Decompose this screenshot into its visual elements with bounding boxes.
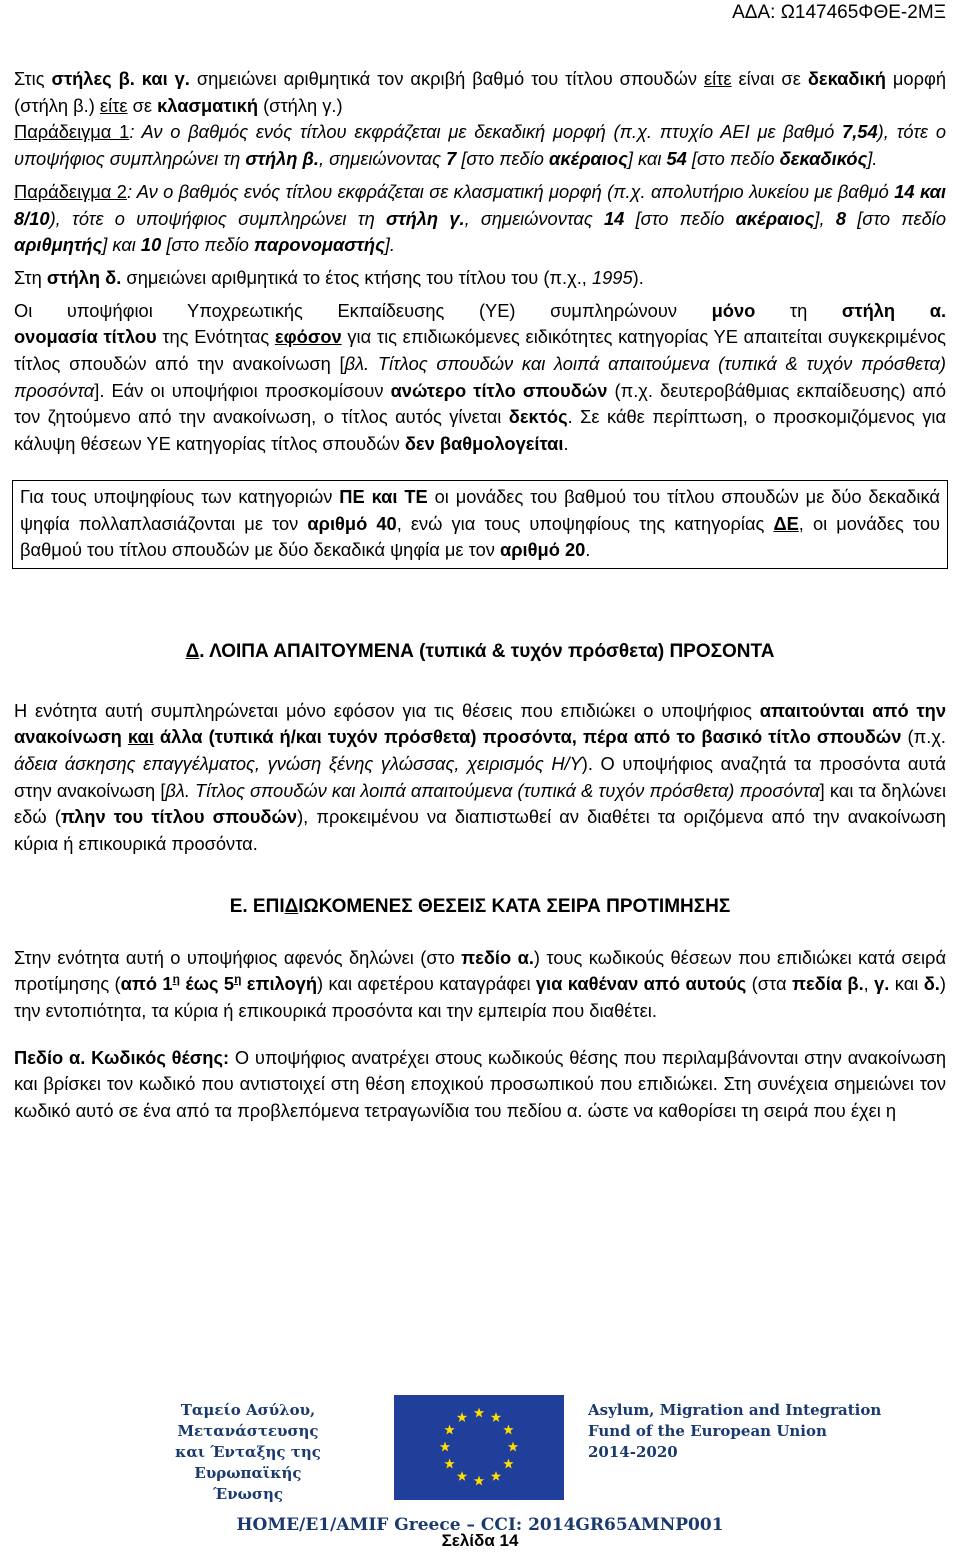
text-run: ) και αφετέρου καταγράφει	[317, 973, 536, 995]
text-run: [στο πεδίο	[161, 234, 255, 256]
text-run: ).	[632, 266, 644, 288]
text-run: σε	[127, 94, 158, 116]
paragraph-field-a	[14, 1045, 946, 1125]
text-run: (στα	[746, 973, 792, 995]
example-2	[14, 179, 946, 259]
paragraph-ye-candidates	[14, 298, 946, 325]
programme-reference: HOME/E1/AMIF Greece – CCI: 2014GR65AMNP001	[236, 1515, 724, 1535]
text-run: 1995	[591, 266, 633, 288]
fund-name-english	[588, 1400, 888, 1463]
text-run: σημειώνει αριθμητικά το έτος κτήσης του τίτλου του (π.χ.,	[121, 266, 592, 288]
text-run: ]. Εάν οι υποψήφιοι προσκομίσουν	[94, 379, 391, 401]
text-run: Δ	[284, 895, 299, 917]
text-run: , σημειώνοντας	[318, 148, 447, 170]
text-run: 7	[446, 148, 457, 170]
fund-en-line: Fund of the European Union	[588, 1422, 827, 1440]
text-run: ΔΕ	[773, 512, 799, 534]
text-run: ακέραιος	[735, 207, 815, 229]
fund-en-line: Asylum, Migration and Integration	[588, 1401, 882, 1419]
text-run: ΠΕ και ΤΕ	[339, 485, 428, 507]
section-heading-e	[14, 894, 946, 921]
text-run: δεκαδικός	[779, 148, 868, 170]
fund-gr-line: Ταμείο Ασύλου, Μετανάστευσης	[177, 1401, 319, 1440]
text-run: απαιτούνται από την ανακοίνωση	[14, 699, 946, 748]
text-run: 10	[140, 234, 162, 256]
text-run: , σημειώνοντας	[464, 207, 604, 229]
text-run: Πεδίο α. Κωδικός θέσης:	[14, 1046, 230, 1068]
text-run: επιλογή	[241, 973, 318, 995]
text-run: 54	[666, 148, 687, 170]
text-run: πλην του τίτλου σπουδών	[60, 806, 298, 828]
text-run: 7,54	[842, 121, 878, 143]
text-run: πεδία β.	[791, 973, 864, 995]
fund-en-line: 2014-2020	[588, 1443, 678, 1461]
text-run: (π.χ. δευτεροβάθμιας εκπαίδευσης) από τον ζητούμενο από την ανακοίνωση, ο τίτλος αυτός γίνεται	[14, 379, 946, 428]
text-run: γ.	[874, 973, 890, 995]
text-run: ],	[814, 207, 836, 229]
text-run: Παράδειγμα 2	[14, 180, 127, 202]
text-run: για καθέναν από αυτούς	[535, 973, 747, 995]
text-run: έως 5	[179, 973, 235, 995]
text-run: μορφή (στήλη β.)	[14, 68, 947, 116]
ada-code: ΑΔΑ: Ω147465ΦΘΕ-2ΜΞ	[732, 2, 946, 23]
text-run: και	[127, 726, 154, 748]
text-run: της Ενότητας	[156, 326, 275, 348]
text-run: Ε. ΕΠΙ	[229, 895, 285, 917]
text-run: [στο πεδίο	[845, 207, 946, 229]
text-run: ), προκειμένου να διαπιστωθεί αν διαθέτει τα οριζόμενα από την ανακοίνωση κύρια ή επικουρικά προσόντα.	[14, 806, 946, 855]
text-run: Ο υποψήφιος ανατρέχει στους κωδικούς θέσης που περιλαμβάνονται στην ανακοίνωση και βρίσκει τον κωδικό που αντιστοιχεί στη θέση εποχικού προσωπικού που επιδιώκει. Στη συνέχεια σημειώνει τον κωδικό αυτό σε ένα από τα προβλεπόμενα τετραγωνίδια του πεδίου α. ώστε να καθορίσει τη σειρά που έχει η	[14, 1046, 946, 1122]
text-run: στήλη α.	[841, 299, 947, 321]
text-run: για τις επιδιωκόμενες ειδικότητες κατηγορίας ΥΕ απαιτείται συγκεκριμένος τίτλος σπουδών από την ανακοίνωση [	[14, 326, 946, 375]
paragraph-other-qualifications	[14, 698, 946, 858]
text-run: είτε	[703, 68, 732, 89]
text-run: πεδίο α.	[461, 946, 534, 968]
paragraph-positions	[14, 945, 946, 1025]
text-run: (π.χ.	[901, 726, 946, 748]
eu-flag-icon	[394, 1395, 564, 1500]
text-run: είναι σε	[731, 68, 808, 89]
text-run: 8	[835, 207, 846, 229]
text-run: .	[563, 433, 569, 455]
text-run: είτε	[99, 94, 128, 116]
text-run: βλ. Τίτλος σπουδών και λοιπά απαιτούμενα (τυπικά & τυχόν πρόσθετα) προσόντα	[165, 779, 820, 801]
text-run: Για τους υποψηφίους των κατηγοριών	[20, 485, 340, 507]
text-run: ), τότε ο υποψήφιος συμπληρώνει τη	[14, 121, 947, 170]
text-run: Στη	[14, 266, 47, 288]
text-run: Στην ενότητα αυτή ο υποψήφιος αφενός δηλώνει (στο	[14, 946, 462, 968]
text-run: αριθμό 20	[500, 539, 586, 561]
text-run: και	[889, 973, 924, 995]
fund-gr-line: και Ένταξης της Ευρωπαϊκής	[175, 1443, 321, 1482]
text-run: σημειώνει αριθμητικά τον ακριβή βαθμό του τίτλου σπουδών	[189, 68, 704, 89]
text-run: ακέραιος	[549, 148, 628, 170]
text-run: παρονομαστής	[254, 234, 385, 256]
text-run: στήλη β.	[245, 148, 319, 170]
text-run: 14	[604, 207, 625, 229]
text-run: εφόσον	[274, 326, 342, 348]
fund-name-greek	[120, 1400, 376, 1505]
text-run: οι μονάδες του βαθμού του τίτλου σπουδών με δύο δεκαδικά ψηφία πολλαπλασιάζονται με τον	[20, 485, 940, 534]
text-run: βλ. Τίτλος σπουδών και λοιπά απαιτούμενα (τυπικά & τυχόν πρόσθετα) προσόντα	[14, 353, 946, 401]
text-run: ].	[384, 234, 395, 256]
text-run: η	[234, 972, 242, 987]
text-run: ), τότε ο υποψήφιος συμπληρώνει τη	[49, 207, 386, 229]
text-run: στήλη δ.	[46, 266, 122, 288]
text-run: [στο πεδίο	[456, 148, 550, 170]
text-run: ] και	[627, 148, 667, 170]
text-run: ) την εντοπιότητα, τα κύρια ή επικουρικά προσόντα και την εμπειρία που διαθέτει.	[14, 973, 946, 1021]
text-run: ονομασία τίτλου	[14, 326, 157, 348]
text-run: Στις	[14, 68, 52, 89]
text-run: ανώτερο τίτλο σπουδών	[390, 379, 608, 401]
text-run: τη	[755, 299, 842, 321]
text-run: ] και	[102, 234, 141, 256]
text-run: η	[172, 972, 180, 987]
text-run: Οι υποψήφιοι Υποχρεωτικής Εκπαίδευσης (ΥΕ) συμπληρώνουν	[14, 299, 712, 321]
text-run: ,	[863, 973, 875, 995]
text-run: : Αν ο βαθμός ενός τίτλου εκφράζεται με δεκαδική μορφή (π.χ. πτυχίο ΑΕΙ με βαθμό	[129, 121, 843, 143]
text-run: μόνο	[711, 299, 756, 321]
text-run: Παράδειγμα 1	[14, 121, 130, 143]
text-run: δεκαδική	[807, 68, 886, 89]
text-run: Η ενότητα αυτή συμπληρώνεται μόνο εφόσον για τις θέσεις που επιδιώκει ο υποψήφιος	[14, 699, 760, 721]
text-run: , οι μονάδες του βαθμού του τίτλου σπουδών με δύο δεκαδικά ψηφία με τον	[20, 512, 940, 561]
text-run: αριθμητής	[14, 234, 103, 256]
text-run: . ΛΟΙΠΑ ΑΠΑΙΤΟΥΜΕΝΑ (τυπικά & τυχόν πρόσθετα) ΠΡΟΣΟΝΤΑ	[199, 640, 775, 662]
text-run: δ.	[923, 973, 940, 995]
text-run: ) τους κωδικούς θέσεων που επιδιώκει κατά σειρά προτίμησης (	[14, 946, 947, 995]
paragraph-column-d	[14, 265, 946, 292]
text-run: [στο πεδίο	[624, 207, 736, 229]
text-run: ). Ο υποψήφιος αναζητά τα προσόντα αυτά στην ανακοίνωση [	[14, 753, 946, 801]
text-run: 14 και 8/10	[14, 180, 947, 229]
text-run: άλλα (τυπικά ή/και τυχόν πρόσθετα) προσόντα, πέρα από το βασικό τίτλο σπουδών	[153, 726, 902, 748]
text-run: δεκτός	[508, 406, 568, 428]
page-number: Σελίδα 14	[441, 1531, 519, 1550]
paragraph-columns-intro	[14, 66, 946, 119]
paragraph-ye-title	[14, 324, 946, 458]
document-body	[14, 66, 946, 1125]
text-run: άδεια άσκησης επαγγέλματος, γνώση ξένης γλώσσας, χειρισμός Η/Υ	[14, 753, 582, 775]
text-run: ] και τα δηλώνει εδώ (	[14, 779, 947, 828]
text-run: από 1	[120, 973, 173, 995]
text-run: στήλες β. και γ.	[51, 68, 190, 89]
text-run: (στήλη γ.)	[258, 94, 343, 116]
fund-gr-line: Ένωσης	[213, 1485, 283, 1503]
text-run: ΙΩΚΟΜΕΝΕΣ ΘΕΣΕΙΣ ΚΑΤΑ ΣΕΙΡΑ ΠΡΟΤΙΜΗΣΗΣ	[298, 895, 731, 917]
text-run: στήλη γ.	[385, 207, 465, 229]
section-heading-d	[14, 639, 946, 666]
multiplier-note-box	[12, 480, 948, 569]
text-run: αριθμό 40	[307, 512, 397, 534]
text-run: : Αν ο βαθμός ενός τίτλου εκφράζεται σε κλασματική μορφή (π.χ. απολυτήριο λυκείου με βαθμό	[126, 180, 895, 202]
text-run: . Σε κάθε περίπτωση, ο προσκομιζόμενος για κάλυψη θέσεων ΥΕ κατηγορίας τίτλος σπουδών	[14, 406, 947, 455]
text-run: κλασματική	[157, 94, 259, 116]
example-1	[14, 119, 946, 172]
text-run: [στο πεδίο	[686, 148, 780, 170]
text-run: Δ	[185, 640, 200, 662]
text-run: , ενώ για τους υποψηφίους της κατηγορίας	[396, 512, 774, 534]
text-run: .	[585, 539, 591, 561]
text-run: δεν βαθμολογείται	[404, 433, 564, 455]
text-run: ].	[867, 148, 878, 170]
